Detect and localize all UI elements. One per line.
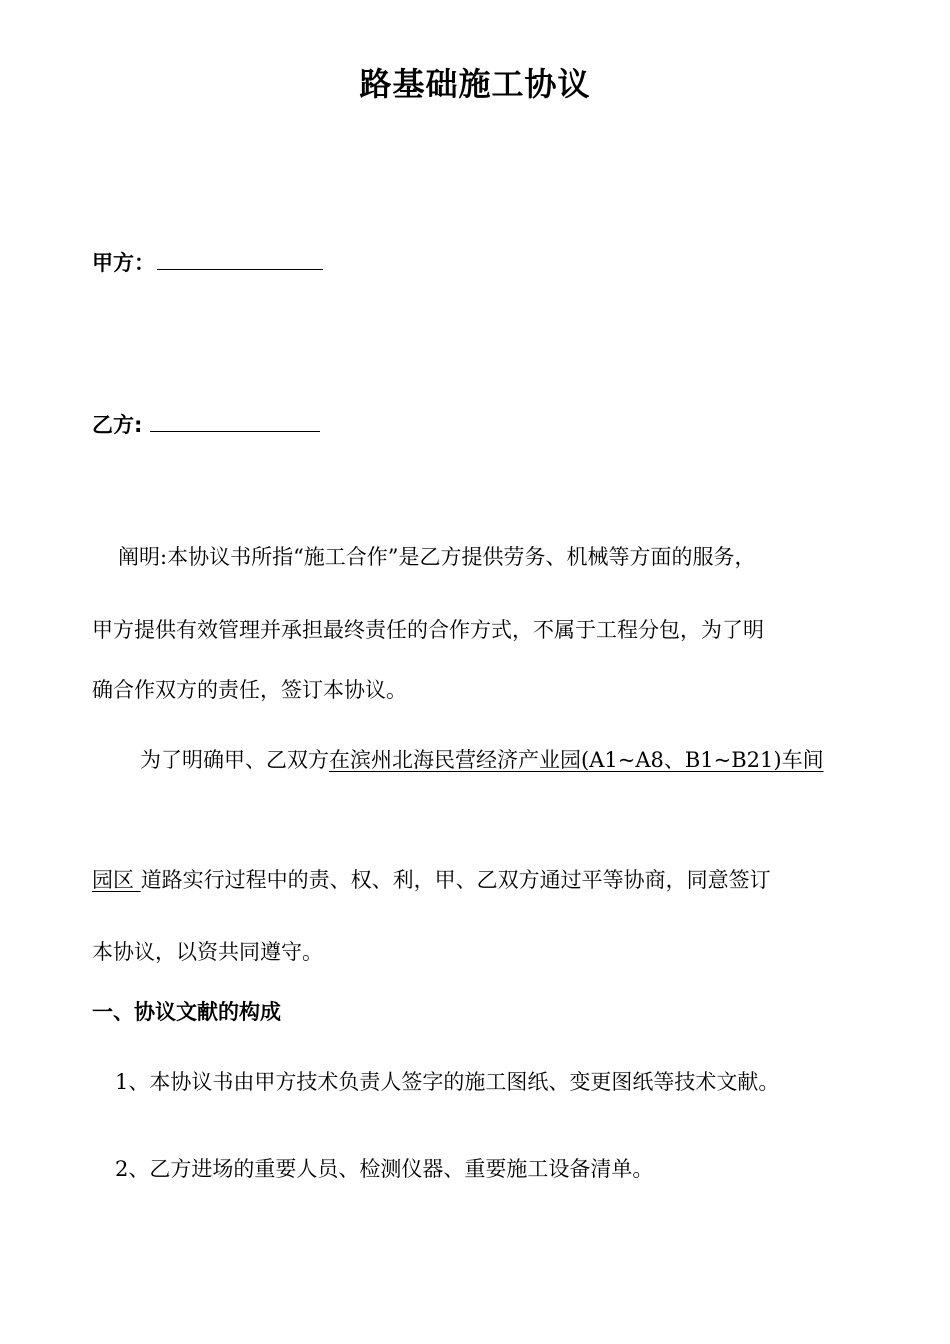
statement-line-3: 确合作双方的责任，签订本协议。 — [92, 678, 407, 702]
section-1-heading: 一、协议文献的构成 — [92, 1000, 281, 1024]
purpose-line-2 — [92, 865, 771, 895]
section-1-item-1: 1、本协议书由甲方技术负责人签字的施工图纸、变更图纸等技术文献。 — [115, 1070, 780, 1094]
party-a-line — [92, 245, 323, 278]
purpose-line-2-rest: 道路实行过程中的责、权、利，甲、乙双方通过平等协商，同意签订 — [140, 868, 771, 892]
party-a-blank — [157, 245, 323, 270]
section-1-item-2: 2、乙方进场的重要人员、检测仪器、重要施工设备清单。 — [115, 1157, 654, 1181]
project-location: 在滨州北海民营经济产业园(A1~A8、B1~B21)车间 — [329, 748, 824, 772]
purpose-line-3: 本协议，以资共同遵守。 — [92, 940, 323, 964]
party-b-label: 乙方: — [92, 413, 143, 437]
statement-line-1: 阐明:本协议书所指“施工合作”是乙方提供劳务、机械等方面的服务， — [118, 545, 756, 569]
purpose-line-1-prefix: 为了明确甲、乙双方 — [140, 748, 329, 772]
party-b-line — [92, 407, 320, 440]
statement-line-2: 甲方提供有效管理并承担最终责任的合作方式，不属于工程分包，为了明 — [92, 618, 764, 642]
purpose-line-1 — [140, 745, 824, 775]
document-title: 路基础施工协议 — [359, 65, 591, 103]
party-a-label: 甲方： — [92, 251, 155, 275]
party-b-blank — [150, 407, 320, 432]
project-location-cont: 园区 — [92, 868, 141, 892]
